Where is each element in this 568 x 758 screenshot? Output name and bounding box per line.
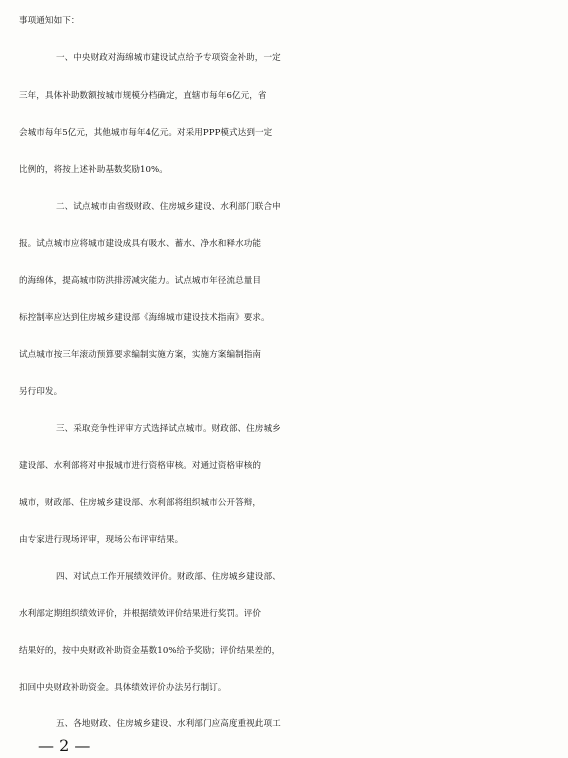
text-line: 建设部、水利部将对申报城市进行资格审核。对通过资格审核的 — [19, 461, 262, 471]
text-line: 四、对试点工作开展绩效评价。财政部、住房城乡建设部、 — [56, 572, 281, 582]
text-line: 会城市每年5亿元，其他城市每年4亿元。对采用PPP模式达到一定 — [19, 128, 273, 138]
text-line: 三年，具体补助数额按城市规模分档确定，直辖市每年6亿元，省 — [19, 91, 267, 101]
text-line: 城市，财政部、住房城乡建设部、水利部将组织城市公开答辩， — [19, 498, 262, 508]
text-line: 事项通知如下： — [19, 16, 80, 26]
text-line: 五、各地财政、住房城乡建设、水利部门应高度重视此项工 — [56, 719, 281, 729]
text-line: 一、中央财政对海绵城市建设试点给予专项资金补助，一定 — [56, 53, 281, 63]
text-line: 标控制率应达到住房城乡建设部《海绵城市建设技术指南》要求。 — [19, 313, 270, 323]
page-number: — 2 — — [38, 736, 91, 755]
text-line: 报。试点城市应将城市建设成具有吸水、蓄水、净水和释水功能 — [19, 239, 262, 249]
text-line: 二、试点城市由省级财政、住房城乡建设、水利部门联合申 — [56, 202, 281, 212]
text-line: 试点城市按三年滚动预算要求编制实施方案，实施方案编制指南 — [19, 350, 262, 360]
text-line: 由专家进行现场评审，现场公布评审结果。 — [19, 535, 184, 545]
text-line: 结果好的，按中央财政补助资金基数10%给予奖励；评价结果差的， — [19, 646, 281, 656]
text-line: 扣回中央财政补助资金。具体绩效评价办法另行制订。 — [19, 683, 227, 693]
text-line: 水利部定期组织绩效评价，并根据绩效评价结果进行奖罚。评价 — [19, 609, 262, 619]
text-line: 的海绵体，提高城市防洪排涝减灾能力。试点城市年径流总量目 — [19, 276, 262, 286]
text-line: 另行印发。 — [19, 387, 63, 397]
text-line: 比例的，将按上述补助基数奖励10%。 — [19, 165, 168, 175]
text-line: 三、采取竞争性评审方式选择试点城市。财政部、住房城乡 — [56, 424, 281, 434]
